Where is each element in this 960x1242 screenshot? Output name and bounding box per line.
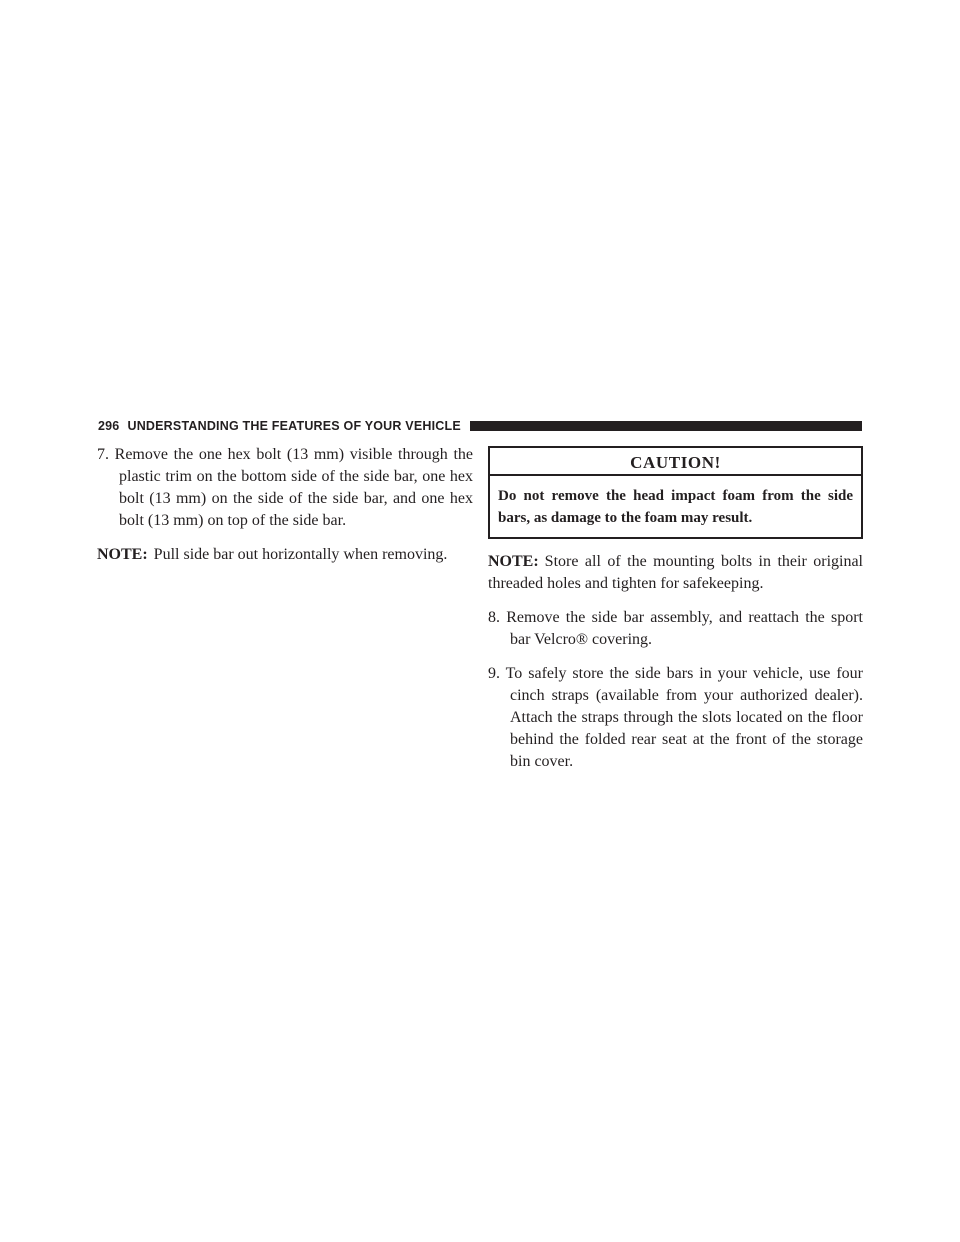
page-number: 296 (98, 419, 120, 433)
note-store-bolts (488, 551, 863, 595)
page-header (98, 417, 862, 435)
caution-title: CAUTION! (490, 448, 861, 476)
section-title: UNDERSTANDING THE FEATURES OF YOUR VEHICLE (127, 419, 461, 433)
step-7: 7. Remove the one hex bolt (13 mm) visible through the plastic trim on the bottom side of the side bar, one hex bolt (13 mm) on the side of the side bar, and one hex bolt (13 mm) on top of the side bar. (97, 446, 473, 529)
note-text: Pull side bar out horizontally when removing. (153, 546, 448, 563)
note-label: NOTE: (488, 553, 539, 570)
step-8: 8. Remove the side bar assembly, and reattach the sport bar Velcro® covering. (488, 609, 863, 648)
caution-box (488, 446, 863, 539)
left-column (97, 444, 473, 578)
note-text: Store all of the mounting bolts in their original threaded holes and tighten for safekeeping. (488, 553, 863, 592)
note-pull-side-bar (97, 544, 473, 566)
step-9: 9. To safely store the side bars in your vehicle, use four cinch straps (available from your authorized dealer). Attach the straps through the slots located on the floor behind the folded rear seat at the front of the storage bin cover. (488, 665, 863, 770)
caution-text: Do not remove the head impact foam from the side bars, as damage to the foam may result. (498, 488, 853, 526)
right-column (488, 444, 863, 785)
header-rule (470, 421, 862, 431)
note-label: NOTE: (97, 546, 148, 563)
